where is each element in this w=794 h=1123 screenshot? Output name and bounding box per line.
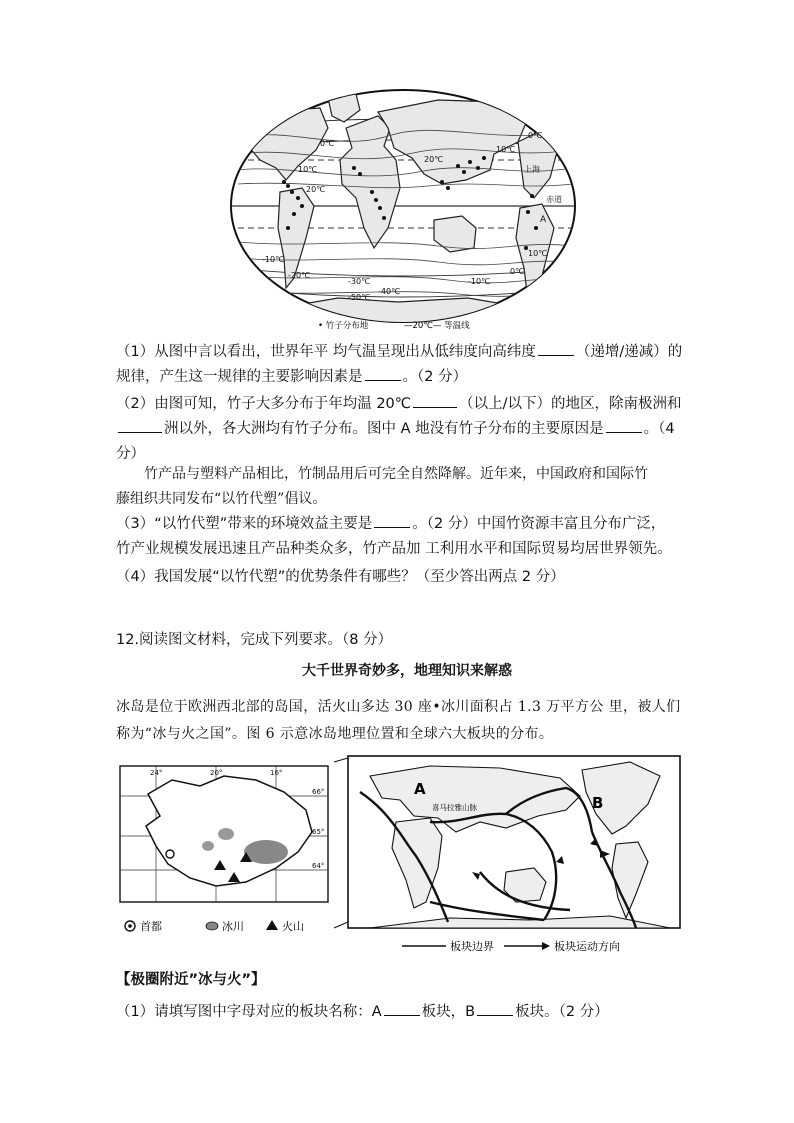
isotherm-label: -10℃ — [262, 255, 285, 264]
passage-line: 竹产品与塑料产品相比，竹制品用后可完全自然降解。近年来，中国政府和国际竹 — [144, 466, 648, 482]
iceland-map — [116, 758, 332, 958]
intro-line: 称为“冰与火之国”。图 6 示意冰岛地理位置和全球六大板块的分布。 — [116, 726, 554, 742]
q3-text: 竹产业规模发展迅速且产品种类众多，竹产品加 工利用水平和国际贸易均居世界领先。 — [116, 541, 672, 557]
answer-blank[interactable] — [374, 513, 410, 528]
isotherm-label: 10℃ — [298, 165, 318, 174]
isotherm-label: 0℃ — [320, 139, 335, 148]
capital-marker — [166, 850, 174, 858]
isotherm-label: 0℃ — [510, 267, 525, 276]
legend-isotherm: —20℃— 等温线 — [404, 321, 470, 331]
legend-volcano: 火山 — [282, 920, 304, 933]
longitude-label: 24° — [150, 769, 163, 777]
q1-text: （1）从图中言以看出，世界年平 均气温呈现出从低纬度向高纬度 — [116, 344, 536, 360]
isotherm-label: 10℃ — [528, 249, 548, 258]
q2-text: （以上/以下）的地区，除南极洲和 — [459, 396, 682, 412]
q2-text: 洲以外，各大洲均有竹子分布。图中 A 地没有竹子分布的主要原因是 — [164, 421, 604, 437]
world-isotherm-map — [228, 88, 578, 334]
q3-text: （3）“以竹代塑”带来的环境效益主要是 — [116, 516, 373, 532]
answer-blank[interactable] — [538, 341, 574, 356]
intro-line: 冰岛是位于欧洲西北部的岛国，活火山多达 30 座•冰川面积占 1.3 万平方公 里，被人们 — [116, 699, 681, 715]
q1-text: 规律，产生这一规律的主要影响因素是 — [116, 369, 363, 385]
q2-text: （2）由图可知，竹子大多分布于年均温 20℃ — [116, 396, 412, 412]
passage-line: 藤组织共同发布“以竹代塑”倡议。 — [116, 491, 327, 507]
section-title: 大千世界奇妙多，地理知识来解惑 — [302, 663, 512, 679]
isotherm-label: -50℃ — [348, 293, 371, 302]
answer-blank[interactable] — [413, 393, 457, 408]
isotherm-label: -40℃ — [378, 287, 401, 296]
place-label: A — [540, 215, 547, 225]
volcano-legend-icon — [266, 920, 278, 930]
q2-text: 分） — [116, 446, 145, 462]
question-3 — [116, 512, 698, 562]
question-2 — [116, 392, 698, 467]
legend-motion: 板块运动方向 — [554, 940, 620, 953]
legend-capital: 首都 — [140, 920, 162, 933]
longitude-label: 20° — [210, 769, 223, 777]
q12-1-text: 板块。（2 分） — [515, 1004, 609, 1020]
legend-bamboo-dot: • 竹子分布地 — [318, 321, 369, 331]
isotherm-label: 0℃ — [528, 131, 543, 140]
isotherm-label: 20℃ — [306, 185, 326, 194]
q3-text: 。（2 分）中国竹资源丰富且分布广泛， — [412, 516, 666, 532]
plate-tectonic-map — [330, 752, 686, 960]
q1-text: 。（2 分） — [402, 369, 468, 385]
latitude-label: 65° — [312, 828, 325, 836]
answer-blank[interactable] — [384, 1001, 420, 1016]
answer-blank[interactable] — [118, 418, 162, 433]
q12-1-text: （1）请填写图中字母对应的板块名称：A — [116, 1004, 382, 1020]
glacier-patch — [218, 828, 234, 840]
passage — [116, 462, 698, 512]
latitude-label: 66° — [312, 788, 325, 796]
mountain-label: 喜马拉雅山脉 — [432, 803, 477, 812]
plate-label-a: A — [414, 780, 426, 798]
section-heading: 【极圈附近”冰与火”】 — [116, 972, 266, 988]
isotherm-label: 20℃ — [424, 155, 444, 164]
question-12-1 — [116, 1000, 698, 1025]
glacier-patch — [202, 841, 214, 851]
longitude-label: 16° — [270, 769, 283, 777]
glacier-legend-icon — [206, 922, 218, 930]
isotherm-label: -10℃ — [468, 277, 491, 286]
place-label: 上海 — [524, 165, 540, 174]
place-label: 赤道 — [546, 195, 562, 204]
plate-label-b: B — [592, 794, 604, 812]
latitude-label: 64° — [312, 862, 325, 870]
question-12-heading: 12.阅读图文材料，完成下列要求。（8 分） — [116, 632, 393, 648]
legend-boundary: 板块边界 — [450, 940, 494, 953]
question-4 — [116, 565, 698, 590]
q1-text: （递增/递减）的 — [575, 344, 683, 360]
legend-glacier: 冰川 — [222, 920, 244, 933]
answer-blank[interactable] — [365, 366, 401, 381]
q2-text: 。（4 — [643, 421, 675, 437]
isotherm-label: 10℃ — [496, 145, 516, 154]
answer-blank[interactable] — [606, 418, 642, 433]
antarctica-land — [268, 298, 538, 328]
isotherm-label: -30℃ — [348, 277, 371, 286]
q12-1-text: 板块，B — [421, 1004, 476, 1020]
intro-paragraph — [116, 694, 698, 748]
answer-blank[interactable] — [477, 1001, 513, 1016]
q4-text: （4）我国发展“以竹代塑”的优势条件有哪些？（至少答出两点 2 分） — [116, 569, 565, 585]
question-1 — [116, 340, 698, 390]
isotherm-label: -20℃ — [288, 271, 311, 280]
